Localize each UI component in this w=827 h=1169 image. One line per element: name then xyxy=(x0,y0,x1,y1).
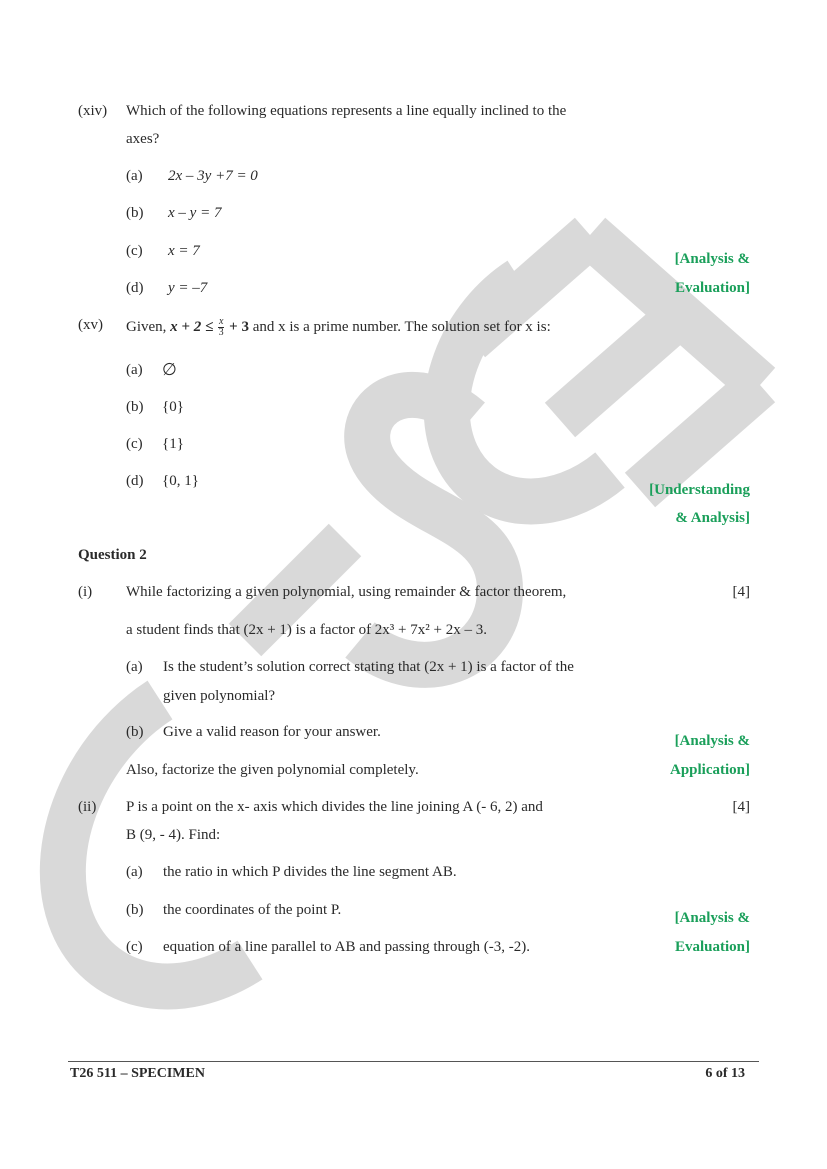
q2-ii-line2: B (9, - 4). Find: xyxy=(126,827,221,843)
q-xv-number: (xv) xyxy=(78,317,103,333)
q2-i-line2: a student finds that (2x + 1) is a factor of 2x³ + 7x² + 2x – 3. xyxy=(126,622,487,638)
q2-i-number: (i) xyxy=(78,584,93,600)
q-xv-frac-num: x xyxy=(218,315,224,327)
q-xv-given: Given, xyxy=(126,319,167,335)
q2-ii-a-text: the ratio in which P divides the line segment AB. xyxy=(163,864,457,880)
q2-ii-a-label: (a) xyxy=(126,864,143,880)
q-xv-lhs: x + 2 ≤ xyxy=(170,319,214,335)
q2-ii-tag-line2: Evaluation] xyxy=(674,939,750,955)
q-xv-option-d-label: (d) xyxy=(126,473,144,489)
q-xv-option-c-label: (c) xyxy=(126,436,143,452)
question-2-heading: Question 2 xyxy=(78,547,147,563)
q-xv-option-a-label: (a) xyxy=(126,362,143,378)
q2-ii-c-text: equation of a line parallel to AB and passing through (-3, -2). xyxy=(163,939,530,955)
q2-ii-line1: P is a point on the x- axis which divides the line joining A (- 6, 2) and xyxy=(126,799,543,815)
q2-ii-tag-line1: [Analysis & xyxy=(674,910,750,926)
q-xv-tag-line2: & Analysis] xyxy=(675,510,750,526)
q-xv-tail: and x is a prime number. The solution set for x is: xyxy=(252,319,551,335)
q2-i-a-line2: given polynomial? xyxy=(163,688,276,704)
q2-ii-number: (ii) xyxy=(78,799,97,815)
q-xv-option-c-text: {1} xyxy=(162,436,184,452)
q2-i-tag-line2: Application] xyxy=(669,762,750,778)
q2-i-marks: [4] xyxy=(732,584,750,600)
q-xv-option-b-label: (b) xyxy=(126,399,144,415)
q-xv-tag-line1: [Understanding xyxy=(649,482,750,498)
footer-page-number: 6 of 13 xyxy=(705,1066,745,1081)
q-xiv-option-c-text: x = 7 xyxy=(168,243,200,259)
q-xiv-option-d-label: (d) xyxy=(126,280,144,296)
q-xiv-option-a-label: (a) xyxy=(126,168,143,184)
q-xiv-option-a-text: 2x – 3y +7 = 0 xyxy=(168,168,258,184)
q-xv-option-a-text: ∅ xyxy=(162,360,177,379)
q-xiv-option-d-text: y = –7 xyxy=(168,280,208,296)
q-xv-rhs: + 3 xyxy=(229,319,249,335)
q2-i-tag-line1: [Analysis & xyxy=(674,733,750,749)
q2-i-a-line1: Is the student’s solution correct stating that (2x + 1) is a factor of the xyxy=(163,659,574,675)
q-xiv-stem-line1: Which of the following equations represents a line equally inclined to the xyxy=(126,103,567,119)
watermark-letter-e xyxy=(470,235,760,490)
q-xv-frac-den: 3 xyxy=(218,327,224,339)
q-xv-stem xyxy=(126,312,551,342)
q-xiv-option-b-text: x – y = 7 xyxy=(168,205,222,221)
footer-divider xyxy=(68,1061,759,1062)
q2-i-b-label: (b) xyxy=(126,724,144,740)
footer-paper-code: T26 511 – SPECIMEN xyxy=(70,1066,205,1081)
q-xiv-stem-line2: axes? xyxy=(126,131,160,147)
q2-ii-b-text: the coordinates of the point P. xyxy=(163,902,342,918)
q2-i-also: Also, factorize the given polynomial completely. xyxy=(126,762,419,778)
q2-i-b-text: Give a valid reason for your answer. xyxy=(163,724,381,740)
q2-ii-marks: [4] xyxy=(732,799,750,815)
q-xv-fraction xyxy=(218,317,224,339)
q2-ii-c-label: (c) xyxy=(126,939,143,955)
q2-i-line1: While factorizing a given polynomial, using remainder & factor theorem, xyxy=(126,584,567,600)
q-xiv-tag-line1: [Analysis & xyxy=(674,251,750,267)
q2-i-a-label: (a) xyxy=(126,659,143,675)
q-xv-option-b-text: {0} xyxy=(162,399,184,415)
q-xiv-tag-line2: Evaluation] xyxy=(674,280,750,296)
q2-ii-b-label: (b) xyxy=(126,902,144,918)
q-xiv-option-b-label: (b) xyxy=(126,205,144,221)
q-xiv-number: (xiv) xyxy=(78,103,108,119)
q-xiv-option-c-label: (c) xyxy=(126,243,143,259)
q-xv-option-d-text: {0, 1} xyxy=(162,473,199,489)
